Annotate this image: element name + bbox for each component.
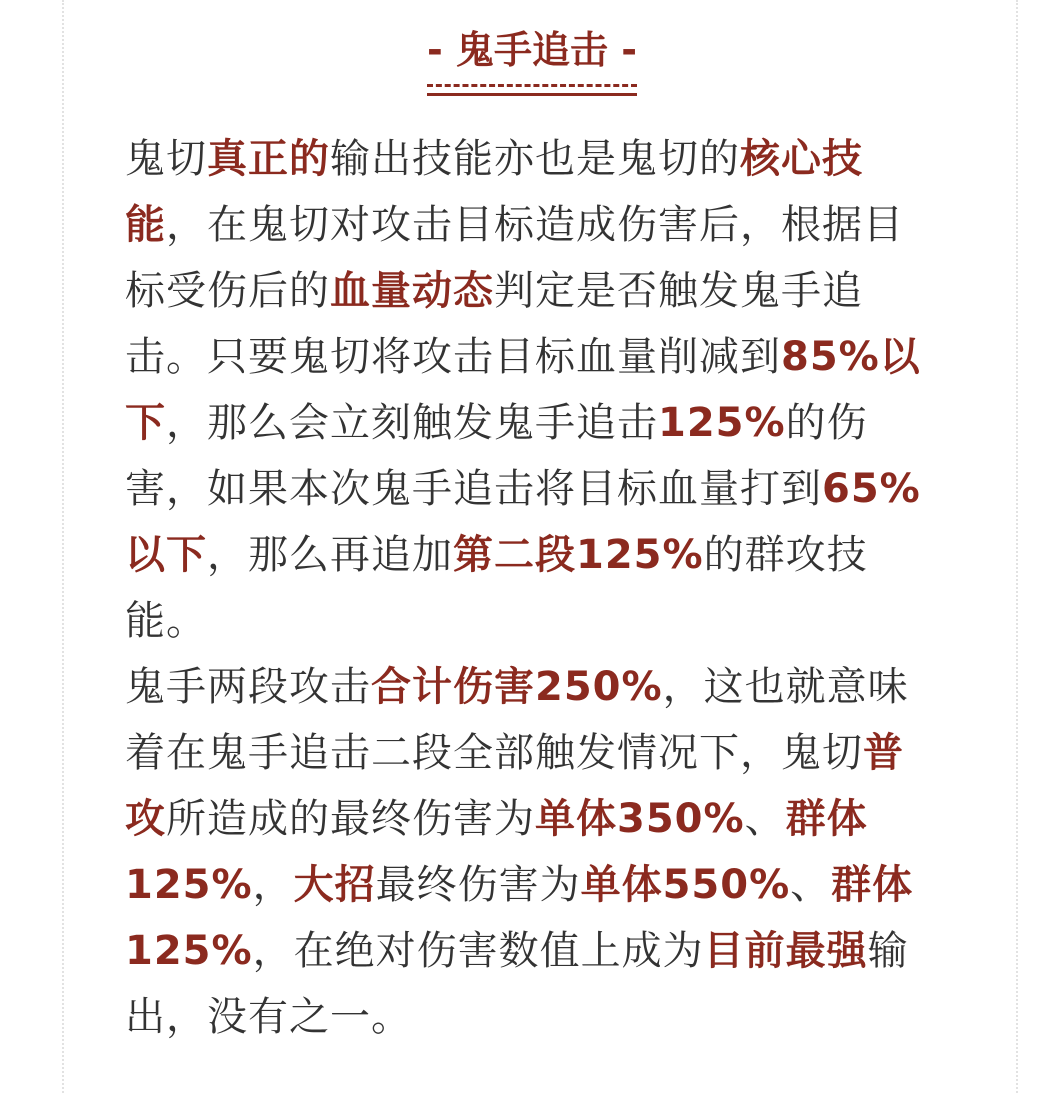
highlighted-text: 125% — [658, 400, 786, 446]
body-text: 的伤害，如果本次鬼手追击将目标血量打到 — [125, 400, 868, 512]
highlighted-text: 第二段125% — [453, 532, 704, 578]
body-text: ，在鬼切对攻击目标造成伤害后，根据目标受伤后的 — [125, 202, 904, 314]
highlighted-text: 真正的 — [207, 136, 330, 182]
paragraph-damage-summary — [125, 654, 940, 1050]
section-heading-inner — [427, 24, 637, 96]
section-title: - 鬼手追击 - — [426, 28, 637, 72]
highlighted-text: 合计伤害250% — [371, 664, 663, 710]
body-text: ，那么再追加 — [207, 532, 453, 578]
section-heading — [0, 24, 1064, 96]
highlighted-text: 群体125% — [125, 862, 914, 974]
highlighted-text: 单体350% — [535, 796, 745, 842]
highlighted-text: 普攻 — [125, 730, 904, 842]
heading-solid-underline — [427, 93, 637, 96]
body-text: 鬼切 — [125, 136, 207, 182]
body-text: 鬼手两段攻击 — [125, 664, 371, 710]
body-text: 输出，没有之一。 — [125, 928, 909, 1040]
heading-dashed-underline — [427, 84, 637, 87]
highlighted-text: 目前最强 — [703, 928, 868, 974]
body-text: 所造成的最终伤害为 — [166, 796, 535, 842]
body-text: 输出技能亦也是鬼切的 — [330, 136, 740, 182]
body-text: ，那么会立刻触发鬼手追击 — [166, 400, 658, 446]
body-text: 、 — [744, 796, 786, 842]
body-text: 、 — [790, 862, 832, 908]
paragraph-ghost-hand-mechanics — [125, 126, 940, 654]
highlighted-text: 血量动态 — [330, 268, 494, 314]
body-text: ，这也就意味着在鬼手追击二段全部触发情况下，鬼切 — [125, 664, 909, 776]
highlighted-text: 大招 — [293, 862, 376, 908]
body-text: 判定是否触发鬼手追击。只要鬼切将攻击目标血量削减到 — [125, 268, 863, 380]
highlighted-text: 65%以下 — [125, 466, 921, 578]
highlighted-text: 85%以下 — [125, 334, 921, 446]
highlighted-text: 核心技能 — [125, 136, 863, 248]
body-text: ， — [252, 862, 294, 908]
highlighted-text: 单体550% — [580, 862, 791, 908]
body-text: ，在绝对伤害数值上成为 — [252, 928, 704, 974]
highlighted-text: 群体125% — [125, 796, 868, 908]
article-body — [125, 126, 940, 1050]
body-text: 最终伤害为 — [375, 862, 581, 908]
body-text: 的群攻技能。 — [125, 532, 868, 644]
